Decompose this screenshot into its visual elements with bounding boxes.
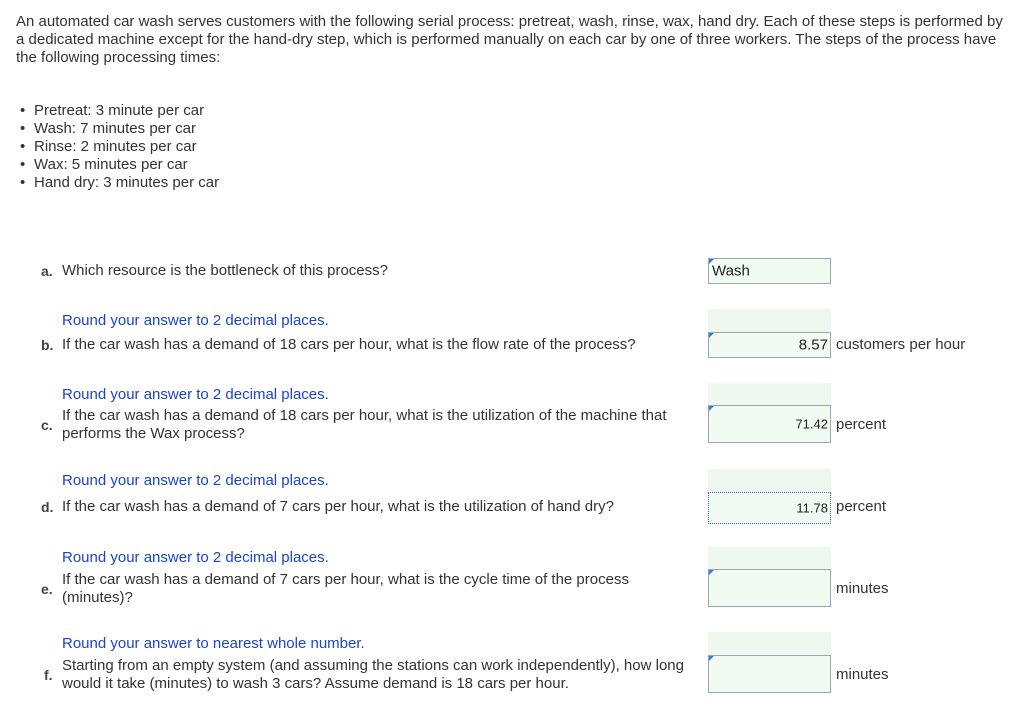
answer-c-value: 71.42 bbox=[795, 416, 828, 432]
problem-intro: An automated car wash serves customers with the following serial process: pretreat, wash, rinse, wax, hand dry. Each of these steps is performed by a dedicated machine except for the hand-dry step, which is performed manually on each car by one of three workers. The steps of the process have the following processing times: bbox=[16, 13, 1003, 66]
answer-a-value: Wash bbox=[712, 262, 750, 280]
answer-f-unit: minutes bbox=[836, 666, 889, 683]
step-pretreat: • Pretreat: 3 minute per car bbox=[20, 102, 219, 120]
step-wax: • Wax: 5 minutes per car bbox=[20, 156, 219, 174]
question-e-text: If the car wash has a demand of 7 cars per hour, what is the cycle time of the process (minutes)? bbox=[62, 571, 629, 606]
answer-c-unit: percent bbox=[836, 416, 887, 433]
answer-b-value: 8.57 bbox=[798, 336, 828, 354]
question-f-letter: f. bbox=[44, 667, 53, 683]
answer-f-field[interactable] bbox=[708, 655, 831, 693]
answer-e-unit: minutes bbox=[836, 580, 889, 597]
question-d-text: If the car wash has a demand of 7 cars per hour, what is the utilization of hand dry? bbox=[62, 498, 614, 515]
input-marker-icon bbox=[709, 406, 714, 411]
answer-e-field[interactable] bbox=[708, 569, 831, 607]
answer-d-field[interactable] bbox=[708, 492, 831, 524]
question-a-text: Which resource is the bottleneck of this process? bbox=[62, 262, 388, 279]
question-c-letter: c. bbox=[41, 417, 53, 433]
question-c-hint: Round your answer to 2 decimal places. bbox=[62, 386, 329, 403]
question-d-letter: d. bbox=[41, 499, 54, 515]
question-f-text: Starting from an empty system (and assuming the stations can work independently), how long would it take (minutes) to wash 3 cars? Assume demand is 18 cars per hour. bbox=[62, 657, 684, 692]
question-b-letter: b. bbox=[41, 337, 54, 353]
question-e-hint: Round your answer to 2 decimal places. bbox=[62, 549, 329, 566]
hint-c-band bbox=[708, 383, 831, 405]
hint-b-band bbox=[708, 309, 831, 333]
step-hand-dry: • Hand dry: 3 minutes per car bbox=[20, 174, 219, 192]
answer-c-field[interactable] bbox=[708, 405, 831, 443]
answer-d-unit: percent bbox=[836, 498, 887, 515]
step-rinse: • Rinse: 2 minutes per car bbox=[20, 138, 219, 156]
answer-b-unit: customers per hour bbox=[836, 336, 966, 353]
question-a-letter: a. bbox=[41, 263, 53, 279]
answer-a-field[interactable] bbox=[708, 258, 831, 284]
input-marker-icon bbox=[709, 333, 714, 338]
process-steps-list bbox=[20, 102, 219, 192]
hint-d-band bbox=[708, 469, 831, 491]
question-f-hint: Round your answer to nearest whole number. bbox=[62, 635, 365, 652]
question-b-text: If the car wash has a demand of 18 cars per hour, what is the flow rate of the process? bbox=[62, 336, 636, 353]
input-marker-icon bbox=[709, 570, 714, 575]
step-wash: • Wash: 7 minutes per car bbox=[20, 120, 219, 138]
question-c-text: If the car wash has a demand of 18 cars per hour, what is the utilization of the machine that performs the Wax process? bbox=[62, 407, 667, 442]
hint-f-band bbox=[708, 632, 831, 655]
question-b-hint: Round your answer to 2 decimal places. bbox=[62, 312, 329, 329]
answer-d-value: 11.78 bbox=[796, 500, 828, 516]
question-d-hint: Round your answer to 2 decimal places. bbox=[62, 472, 329, 489]
input-marker-icon bbox=[709, 656, 714, 661]
hint-e-band bbox=[708, 547, 831, 569]
question-e-letter: e. bbox=[41, 581, 53, 597]
answer-b-field[interactable] bbox=[708, 332, 831, 358]
